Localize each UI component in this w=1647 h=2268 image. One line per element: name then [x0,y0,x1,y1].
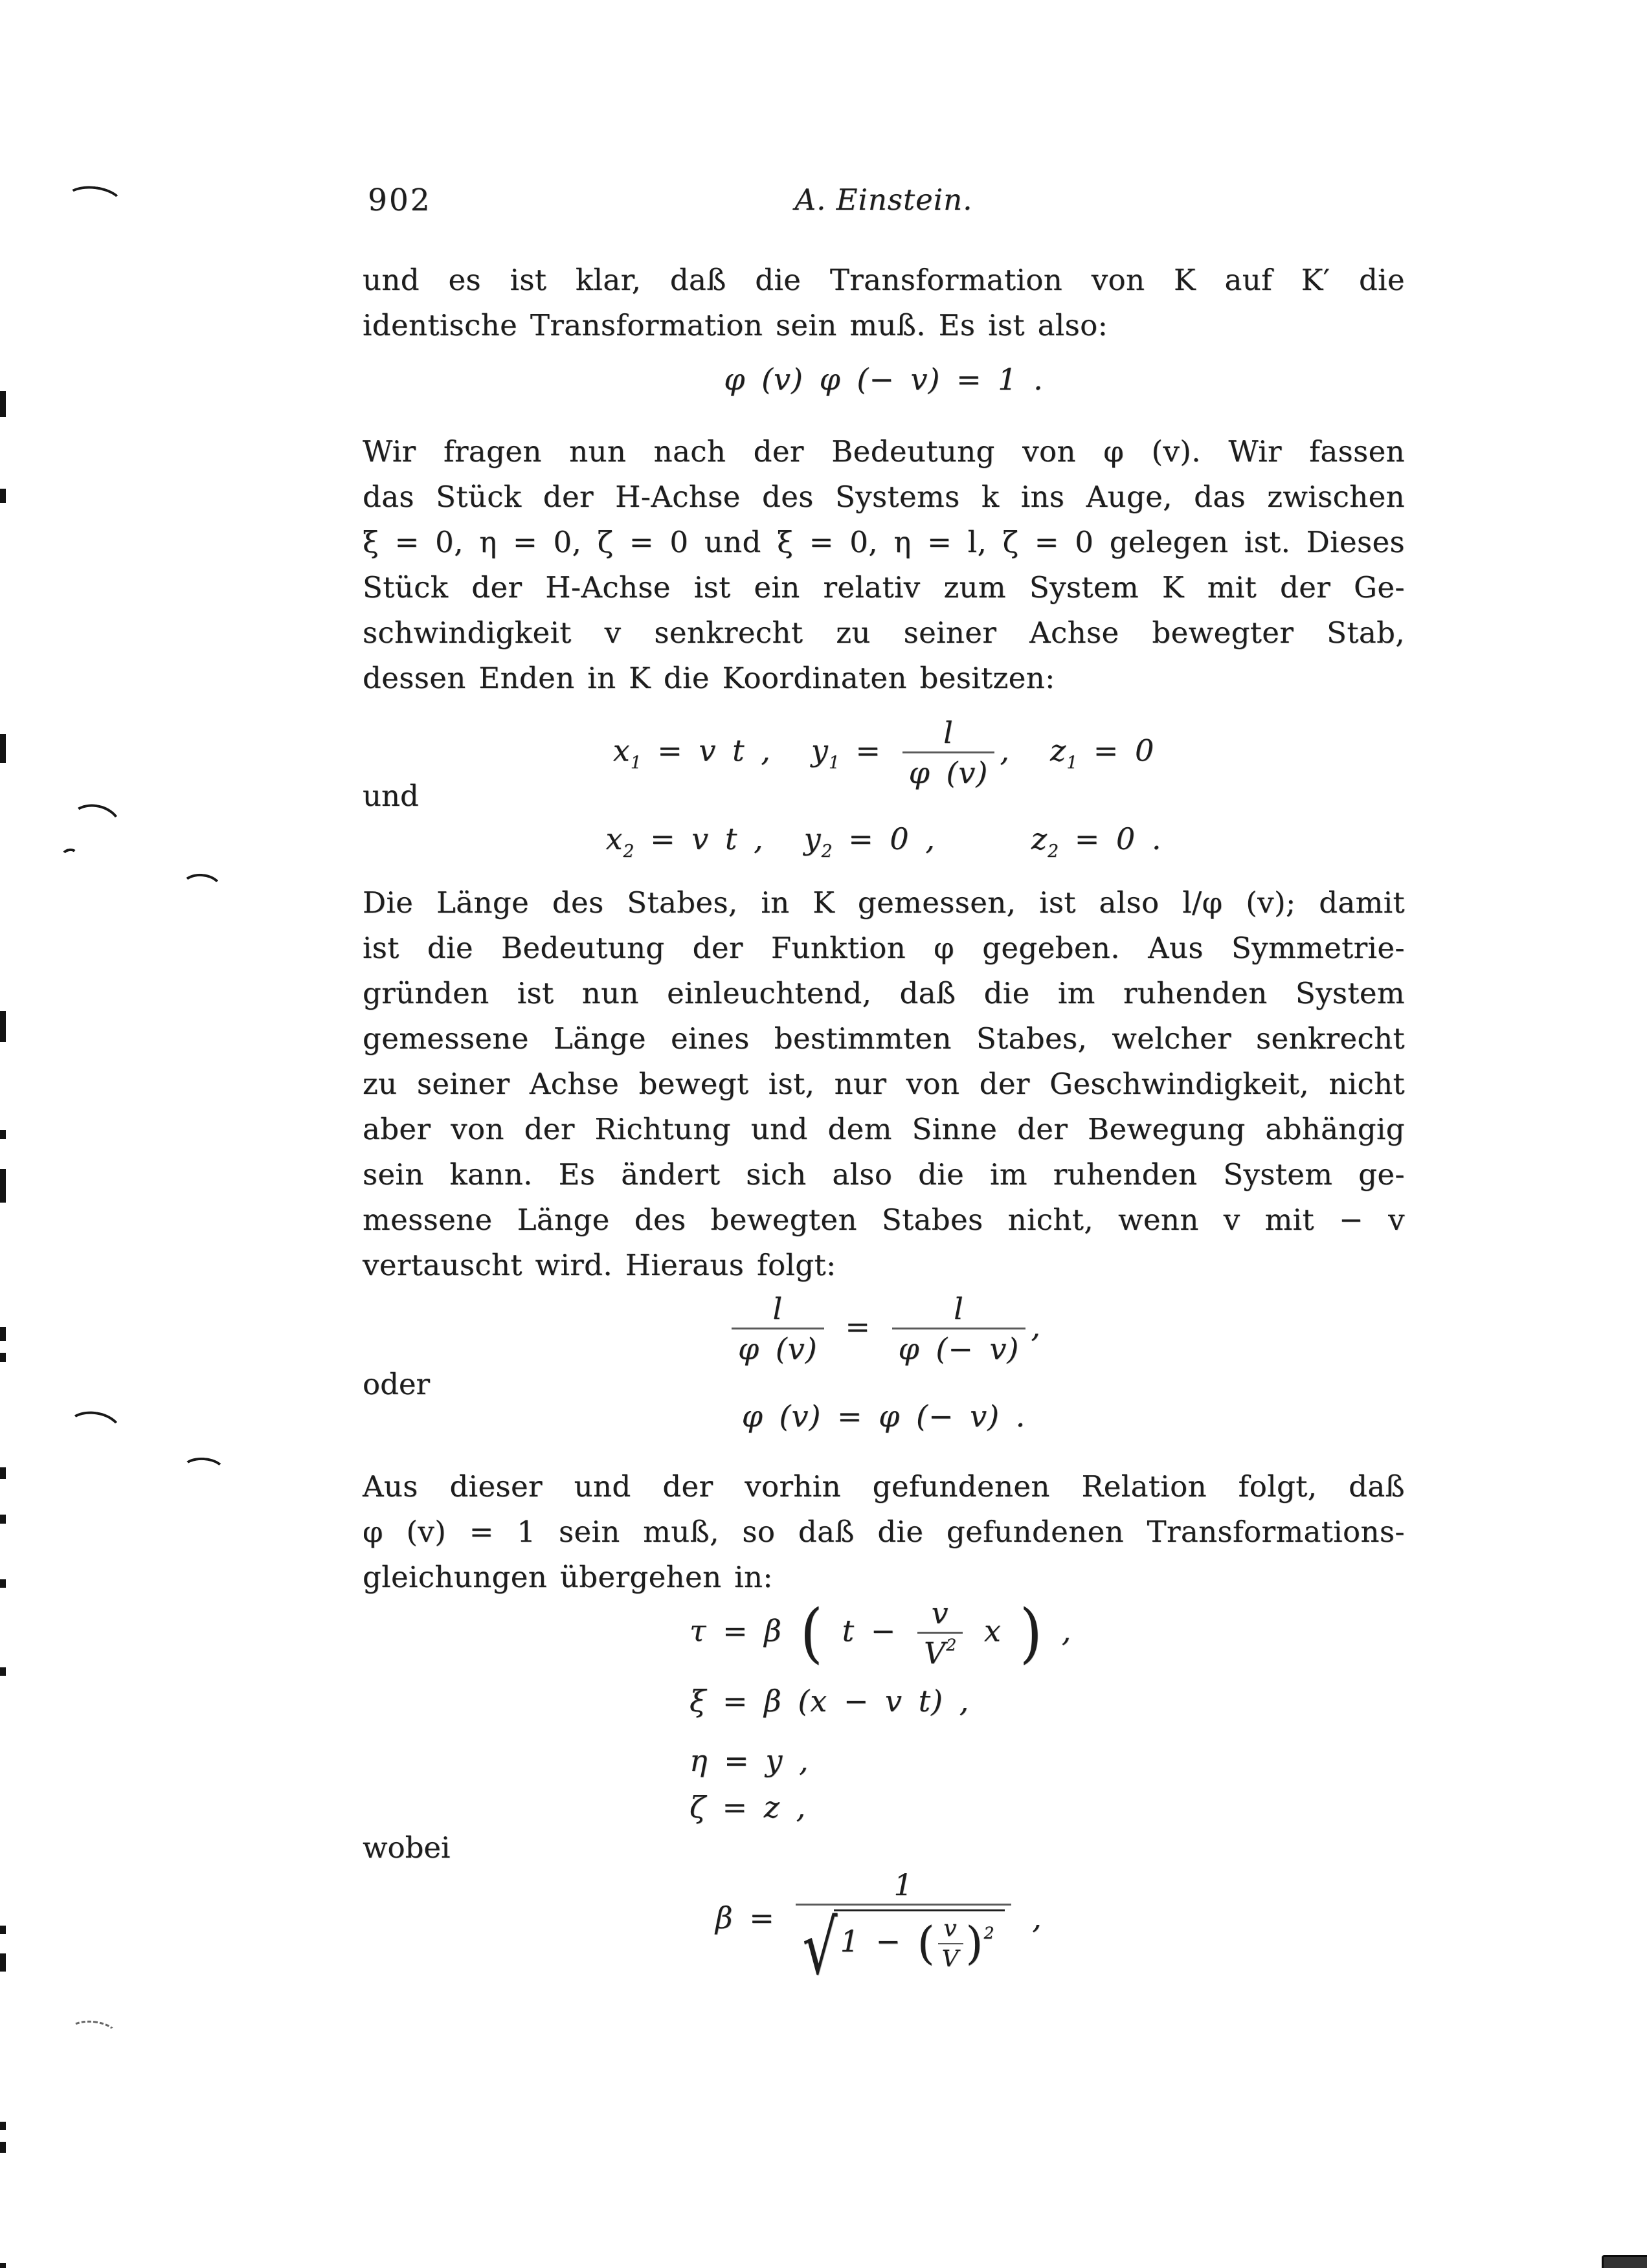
close-paren: ) [965,1918,984,1970]
running-head-author: A. Einstein. [794,183,973,217]
margin-tick-artifact [0,1926,6,1934]
math-token: = 0 [1077,733,1155,768]
equation-tau [363,1597,1647,1669]
margin-tick-artifact [0,1667,6,1676]
math-expression: φ (v) = φ (− v) . [741,1399,1026,1434]
math-token: = [829,1309,887,1344]
label-text: oder [363,1367,431,1401]
margin-tick-artifact [0,2122,6,2130]
fraction [917,1597,963,1669]
margin-tick-artifact [0,1130,6,1139]
math-token: τ = β [689,1613,798,1649]
fraction-numerator: l [892,1293,1026,1329]
text-line: ξ = 0, η = 0, ζ = 0 und ξ = 0, η = l, ζ = 0 gelegen ist. Dieses [363,525,1405,559]
close-paren: ) [1020,1595,1044,1671]
fraction-numerator: v [917,1597,963,1634]
math-expression: φ (v) φ (− v) = 1 . [724,362,1044,397]
fraction-numerator: l [732,1293,824,1329]
math-token: , [1046,1613,1072,1649]
label-text: wobei [363,1830,451,1865]
math-expression: ζ = z , [689,1790,807,1825]
margin-tick-artifact [0,1579,6,1588]
label-text: und [363,779,419,813]
text-line: φ (v) = 1 sein muß, so daß die gefundenen Transformations- [363,1515,1405,1549]
radical-sign: √ [802,1905,838,1992]
text-line: ist die Bedeutung der Funktion φ gegeben. Aus Symmetrie- [363,931,1405,965]
math-token: = v t , [641,733,771,768]
margin-tick-artifact [0,489,6,503]
text-line: gleichungen übergehen in: [363,1560,773,1594]
text-line: und es ist klar, daß die Transformation von K auf K′ die [363,263,1405,297]
margin-tick-artifact [0,1467,6,1479]
text-line: Stück der H-Achse ist ein relativ zum System K mit der Ge- [363,570,1405,605]
fraction [732,1293,824,1365]
margin-tick-artifact [0,1169,6,1203]
text-line: aber von der Richtung und dem Sinne der Bewegung abhängig [363,1112,1405,1146]
connector-label-oder [363,1367,1405,1401]
math-expression: η = y , [689,1743,809,1778]
margin-tick-artifact [0,1953,6,1972]
math-superscript: 2 [983,1924,994,1943]
open-paren: ( [917,1918,936,1970]
page-header [363,183,1405,217]
math-token: = [839,733,897,768]
text-line: identische Transformation sein muß. Es ist also: [363,308,1108,342]
radicand [834,1909,1005,1971]
text-line: gemessene Länge eines bestimmten Stabes, welcher senkrecht [363,1021,1405,1056]
scan-arc-artifact [181,1456,227,1485]
fraction-denominator [917,1634,963,1669]
text-line: gründen ist nun einleuchtend, daß die im ruhenden System [363,976,1405,1010]
math-token: , [1031,1309,1042,1344]
equation-zeta [363,1790,1647,1825]
margin-tick-artifact [0,2263,6,2268]
fraction [892,1293,1026,1365]
math-token: y [803,821,822,856]
math-subscript: 2 [623,841,634,862]
math-token: t − [826,1613,912,1649]
fraction-numerator: 1 [796,1869,1011,1906]
text-line: Die Länge des Stabes, in K gemessen, ist also l/φ (v); damit [363,885,1405,920]
equation-eta [363,1744,1647,1778]
math-token: , [1016,1900,1042,1935]
math-expression: ξ = β (x − v t) , [689,1684,970,1718]
text-line: dessen Enden in K die Koordinaten besitzen: [363,661,1055,695]
math-token: = 0 . [1059,821,1162,856]
paragraph-1 [363,258,1405,348]
math-subscript: 1 [828,753,840,773]
corner-ink-mark [1602,2255,1647,2268]
equation-beta [363,1867,1647,1992]
math-token: z [1031,821,1048,856]
fraction-denominator: φ (v) [737,1331,818,1367]
math-subscript: 1 [630,753,642,773]
equation-xi [363,1684,1647,1718]
math-token: V [923,1636,947,1671]
equation-length-ratio [363,1293,1405,1365]
scan-arc-artifact [61,847,80,863]
math-expression [689,1597,1071,1669]
fraction-numerator: v [938,1917,963,1944]
scan-arc-artifact [63,1407,125,1454]
math-expression [613,717,1155,789]
open-paren: ( [800,1595,824,1671]
fraction [938,1917,963,1971]
fraction-denominator: V [941,1945,959,1972]
margin-tick-artifact [0,2142,6,2153]
text-line: sein kann. Es ändert sich also die im ruhenden System ge- [363,1157,1405,1192]
math-expression [726,1293,1041,1365]
connector-label-wobei [363,1830,1405,1865]
math-expression [605,821,1162,862]
fraction-denominator: φ (− v) [898,1331,1020,1367]
equation-rod-coords-1 [363,717,1405,789]
margin-tick-artifact [0,1515,6,1524]
paragraph-4 [363,1464,1405,1600]
margin-tick-artifact [0,734,6,763]
math-superscript: 2 [946,1636,957,1655]
fraction [902,717,995,789]
scan-arc-artifact [179,872,224,907]
page-number: 902 [368,183,432,218]
text-line: Wir fragen nun nach der Bedeutung von φ (v). Wir fassen [363,434,1405,469]
scan-arc-artifact [63,799,126,852]
math-token: z [1049,733,1067,768]
math-token: x [605,821,623,856]
margin-tick-artifact [0,1327,6,1341]
math-token: , [1000,733,1010,768]
math-token: β = [715,1900,791,1935]
equation-phi-symmetry [363,1399,1405,1434]
scan-arc-artifact [63,183,124,221]
math-token: x [612,733,631,768]
math-subscript: 2 [1048,841,1059,862]
math-token: y [811,733,829,768]
scan-arc-artifact [65,2018,120,2051]
text-line: vertauscht wird. Hieraus folgt: [363,1248,836,1282]
text-line: schwindigkeit v senkrecht zu seiner Achse bewegter Stab, [363,616,1405,650]
equation-rod-coords-2 [363,821,1405,862]
connector-label-und [363,779,1405,813]
fraction-denominator [796,1905,1011,1992]
text-line: messene Länge des bewegten Stabes nicht, wenn v mit − v [363,1203,1405,1237]
paragraph-3 [363,880,1405,1288]
math-expression [715,1867,1042,1992]
fraction-denominator: φ (v) [908,755,989,791]
fraction [796,1867,1011,1992]
paragraph-2 [363,429,1405,701]
math-token: = v t , [634,821,764,856]
text-line: zu seiner Achse bewegt ist, nur von der Geschwindigkeit, nicht [363,1067,1405,1101]
margin-tick-artifact [0,1011,6,1042]
margin-tick-artifact [0,391,6,417]
text-line: Aus dieser und der vorhin gefundenen Relation folgt, daß [363,1469,1405,1504]
fraction-numerator: l [902,717,995,753]
math-subscript: 1 [1066,753,1078,773]
math-token: = 0 , [832,821,936,856]
math-token: x [968,1613,1018,1649]
math-subscript: 2 [821,841,833,862]
equation-phi-product [363,362,1405,397]
math-token: 1 − [840,1924,917,1959]
text-line: das Stück der H-Achse des Systems k ins Auge, das zwischen [363,480,1405,514]
margin-tick-artifact [0,1353,6,1362]
